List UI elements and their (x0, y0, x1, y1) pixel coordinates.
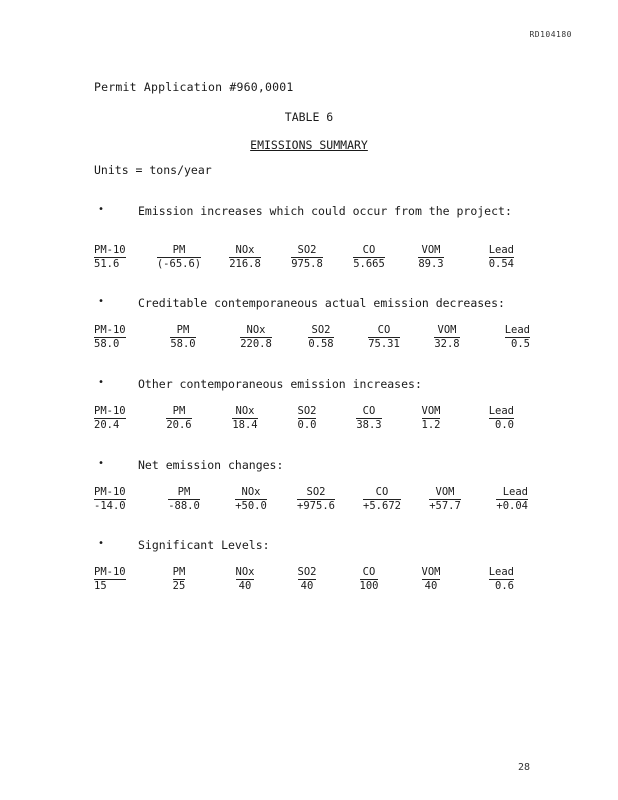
value-cell: (-65.6) (156, 258, 202, 270)
value-cell: 32.8 (434, 338, 460, 350)
section-heading: Other contemporaneous emission increases: (138, 377, 422, 391)
section-other-increases (94, 377, 534, 437)
permit-application-line: Permit Application #960,0001 (94, 80, 294, 94)
header-cell: Lead (488, 405, 514, 417)
header-cell: PM-10 (94, 324, 126, 336)
value-cell: 15 (94, 580, 107, 592)
header-cell: NOx (235, 566, 255, 578)
value-cell: +975.6 (297, 500, 335, 512)
emissions-table (94, 566, 514, 593)
section-heading: Significant Levels: (138, 538, 270, 552)
value-cell: 40 (300, 580, 314, 592)
value-cell: 25 (172, 580, 186, 592)
value-cell: 100 (359, 580, 379, 592)
section-project-increases (94, 204, 534, 274)
emissions-summary-title: EMISSIONS SUMMARY (250, 138, 368, 152)
header-cell: Lead (488, 244, 514, 256)
header-cell: PM (176, 324, 190, 336)
bullet-icon: • (97, 377, 105, 388)
value-cell: 58.0 (170, 338, 196, 350)
value-cell: -14.0 (94, 500, 126, 512)
value-cell: 40 (238, 580, 252, 592)
section-heading: Creditable contemporaneous actual emission decreases: (138, 296, 505, 310)
table-header-row (94, 486, 528, 499)
header-cell: VOM (421, 405, 441, 417)
value-cell: 0.58 (308, 338, 334, 350)
section-heading: Net emission changes: (138, 458, 284, 472)
table-value-row (94, 418, 514, 432)
value-cell: 0.5 (511, 338, 530, 350)
header-cell: SO2 (311, 324, 331, 336)
value-cell: -88.0 (168, 500, 200, 512)
value-cell: 0.6 (495, 580, 514, 592)
header-cell: PM-10 (94, 566, 126, 578)
header-cell: CO (362, 566, 376, 578)
section-significant-levels (94, 538, 534, 598)
header-cell: PM-10 (94, 244, 126, 256)
header-cell: VOM (435, 486, 455, 498)
value-cell: 0.0 (495, 419, 514, 431)
value-cell: 38.3 (356, 419, 382, 431)
emissions-table (94, 324, 530, 351)
emissions-table (94, 405, 514, 432)
header-cell: CO (362, 405, 376, 417)
value-cell: 75.31 (368, 338, 400, 350)
value-cell: 0.54 (488, 258, 514, 270)
header-cell: PM-10 (94, 405, 126, 417)
section-net-changes (94, 458, 534, 518)
header-cell: CO (375, 486, 389, 498)
value-cell: 5.665 (353, 258, 385, 270)
bullet-icon: • (97, 296, 105, 307)
header-cell: PM-10 (94, 486, 126, 498)
table-header-row (94, 566, 514, 579)
value-cell: 18.4 (232, 419, 258, 431)
header-cell: PM (172, 244, 186, 256)
units-line: Units = tons/year (94, 163, 212, 177)
header-cell: NOx (235, 405, 255, 417)
value-cell: 58.0 (94, 338, 120, 350)
value-cell: 975.8 (291, 258, 323, 270)
value-cell: 89.3 (418, 258, 444, 270)
bullet-icon: • (97, 458, 105, 469)
table-value-row (94, 579, 514, 593)
header-cell: CO (362, 244, 376, 256)
table-value-row (94, 337, 530, 351)
header-cell: VOM (421, 566, 441, 578)
page-number: 28 (517, 762, 530, 773)
header-cell: CO (377, 324, 391, 336)
header-cell: Lead (504, 324, 530, 336)
header-cell: VOM (437, 324, 457, 336)
bullet-icon: • (97, 538, 105, 549)
value-cell: +57.7 (429, 500, 461, 512)
table-header-row (94, 405, 514, 418)
value-cell: +0.04 (496, 500, 528, 512)
header-cell: NOx (235, 244, 255, 256)
emissions-table (94, 244, 514, 271)
header-cell: VOM (421, 244, 441, 256)
document-id: RD104180 (529, 30, 572, 39)
header-cell: Lead (488, 566, 514, 578)
value-cell: 51.6 (94, 258, 120, 270)
bullet-icon: • (97, 204, 105, 215)
value-cell: 20.4 (94, 419, 120, 431)
value-cell: 40 (424, 580, 438, 592)
header-cell: NOx (241, 486, 261, 498)
section-creditable-decreases (94, 296, 534, 356)
value-cell: 216.8 (229, 258, 261, 270)
value-cell: 20.6 (166, 419, 192, 431)
value-cell: 220.8 (240, 338, 272, 350)
header-cell: PM (172, 405, 186, 417)
value-cell: +50.0 (235, 500, 267, 512)
table-title: TABLE 6 (284, 110, 334, 124)
header-cell: SO2 (297, 244, 317, 256)
table-header-row (94, 324, 530, 337)
section-heading: Emission increases which could occur from the project: (138, 204, 512, 218)
header-cell: PM (177, 486, 191, 498)
value-cell: 1.2 (421, 419, 441, 431)
table-header-row (94, 244, 514, 257)
value-cell: 0.0 (297, 419, 317, 431)
value-cell: +5.672 (363, 500, 401, 512)
header-cell: SO2 (297, 405, 317, 417)
header-cell: SO2 (306, 486, 326, 498)
header-cell: NOx (246, 324, 266, 336)
header-cell: SO2 (297, 566, 317, 578)
emissions-table (94, 486, 528, 513)
header-cell: Lead (502, 486, 528, 498)
table-value-row (94, 499, 528, 513)
header-cell: PM (172, 566, 186, 578)
table-value-row (94, 257, 514, 271)
